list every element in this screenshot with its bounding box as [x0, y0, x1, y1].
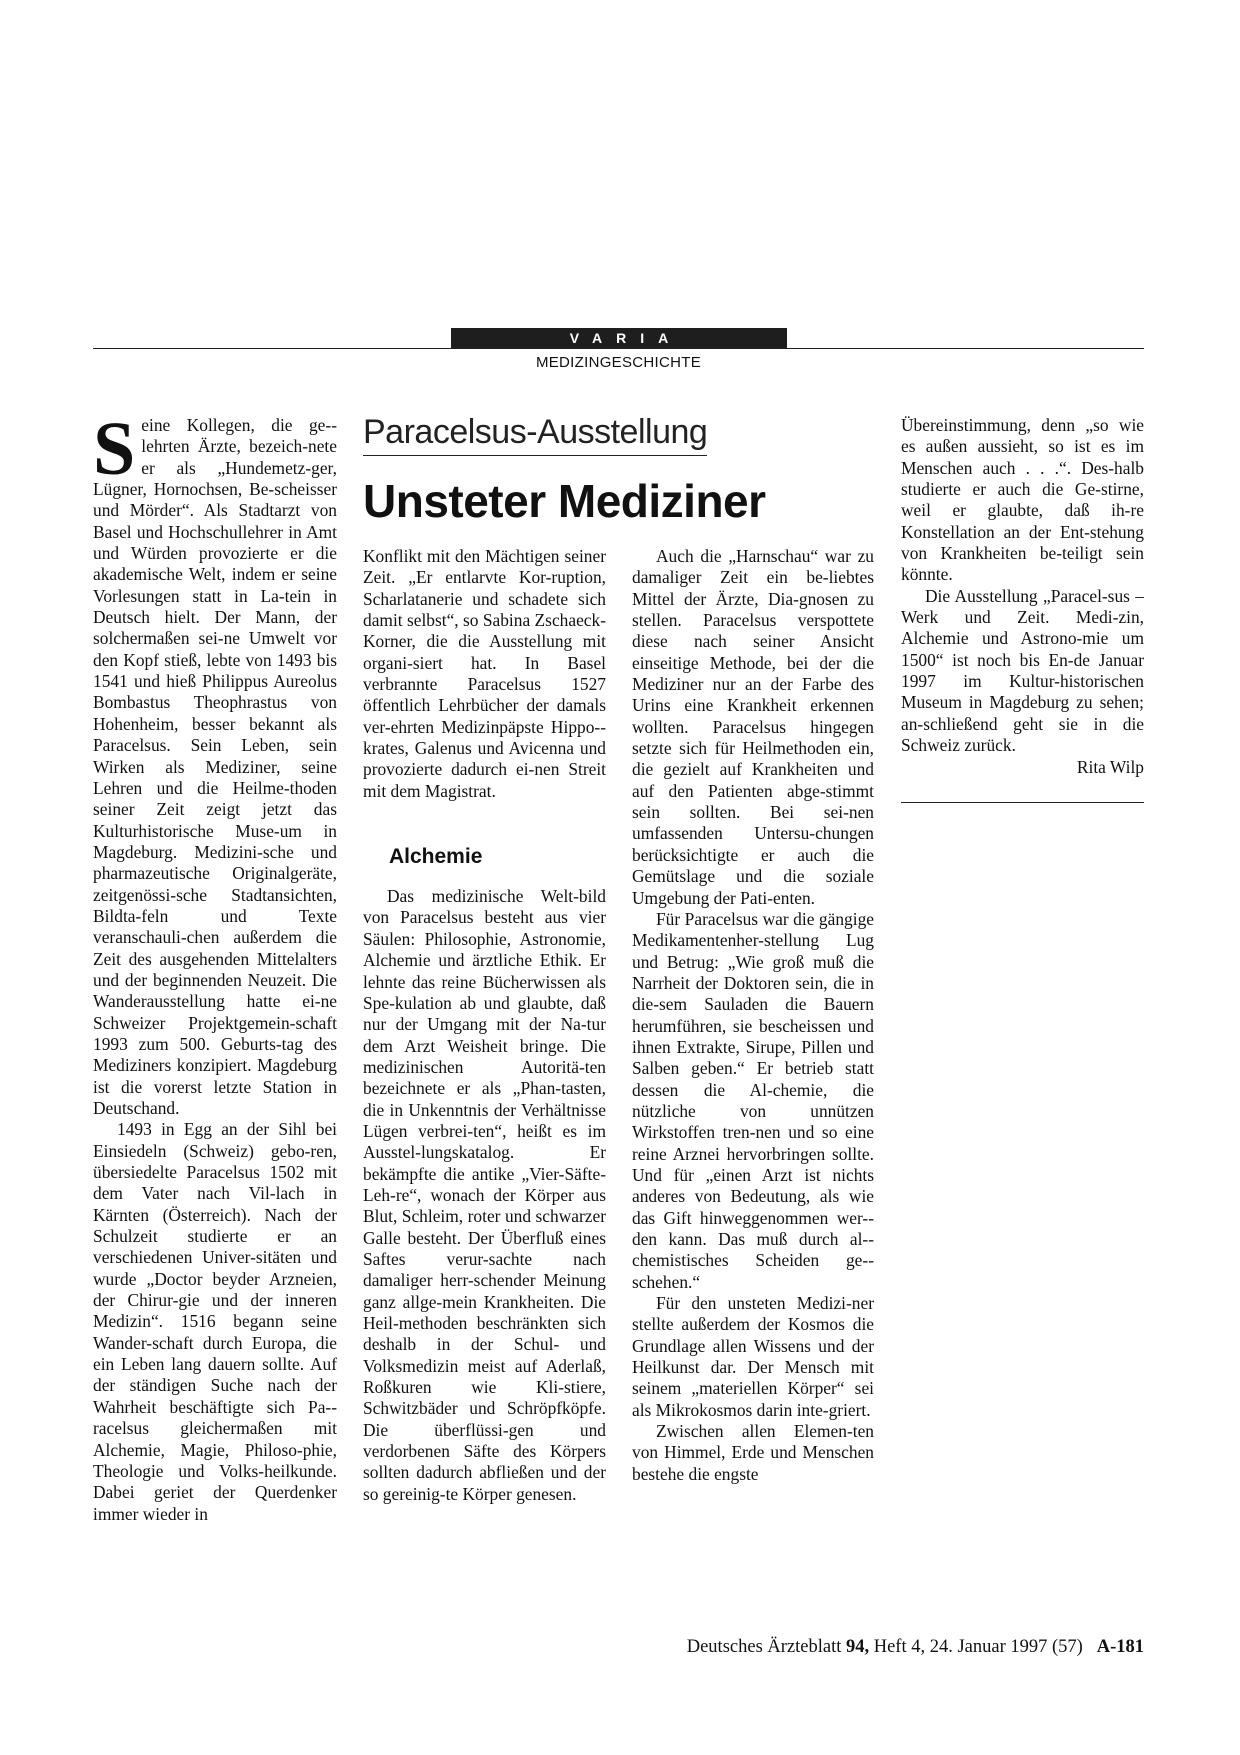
subsection-label: MEDIZINGESCHICHTE — [535, 354, 702, 371]
paragraph: 1493 in Egg an der Sihl bei Einsiedeln (Schweiz) gebo-ren, übersiedelte Paracelsus 1502 mit dem Vater nach Vil-lach in Kärnten (Österreich). Nach der Schulzeit studierte er an verschiedenen Univer-sitäten und wurde „Doctor beyder Arzneien, der Chirur-gie und der inneren Medizin“. 1516 begann seine Wander-schaft durch Europa, die ein Leben lang dauern sollte. Auf der ständigen Suche nach der Wahrheit beschäftigte sich Pa-racelsus gleichermaßen mit Alchemie, Magie, Philoso-phie, Theologie und Volks-heilkunde. Dabei geriet der Querdenker immer wieder in — [93, 1119, 337, 1524]
article-column-2 — [363, 546, 606, 1505]
header-rule — [93, 348, 1144, 349]
paragraph: Für den unsteten Medizi-ner stellte außerdem der Kosmos die Grundlage allen Wissens und der Heilkunst dar. Der Mensch mit seinem „materiellen Körper“ sei als Mikrokosmos darin inte-griert. — [632, 1293, 874, 1420]
journal-volume: 94, — [845, 1637, 870, 1657]
paragraph-text: eine Kollegen, die ge-lehrten Ärzte, bezeich-nete er als „Hundemetz-ger, Lügner, Hornochsen, Be-scheisser und Mörder“. Als Stadtarzt von Basel und Hochschullehrer in Amt und Würden provozierte er die akademische Welt, indem er seine Vorlesungen statt in La-tein in Deutsch hielt. Der Mann, der solchermaßen sei-ne Umwelt vor den Kopf stieß, lebte von 1493 bis 1541 und hieß Philippus Aureolus Bombastus Theophrastus von Hohenheim, besser bekannt als Paracelsus. Sein Leben, sein Wirken als Mediziner, seine Lehren und die Heilme-thoden seiner Zeit zeigt jetzt das Kulturhistorische Muse-um in Magdeburg. Medizini-sche und pharmazeutische Originalgeräte, zeitgenössi-sche Stadtansichten, Bildta-feln und Texte veranschauli-chen außerdem die Zeit des ausgehenden Mittelalters und der beginnenden Neuzeit. Die Wanderausstellung hatte ei-ne Schweizer Projektgemein-schaft 1993 zum 500. Geburts-tag des Mediziners konzipiert. Magdeburg ist die vorerst letzte Station in Deutschand. — [93, 415, 337, 1118]
article-column-1 — [93, 407, 337, 1525]
article-kicker: Paracelsus-Ausstellung — [363, 412, 707, 456]
subheading: Alchemie — [389, 845, 483, 869]
paragraph: Die Ausstellung „Paracel-sus – Werk und Zeit. Medi-zin, Alchemie und Astrono-mie um 1500“ ist noch bis En-de Januar 1997 im Kultur-historischen Museum in Magdeburg zu sehen; an-schließend geht sie in die Schweiz zurück. — [901, 585, 1144, 756]
paragraph: Übereinstimmung, denn „so wie es außen aussieht, so ist es im Menschen auch . . .“. Des-halb studierte er auch die Ge-stirne, weil er glaubte, daß ih-re Konstellation an der Ent-stehung von Krankheiten be-teiligt sein könnte. — [901, 415, 1144, 585]
article-column-3 — [632, 546, 874, 1485]
paragraph: Für Paracelsus war die gängige Medikamentenher-stellung Lug und Betrug: „Wie groß muß die Narrheit der Doktoren sein, die in die-sem Sauladen die Bauern herumführen, sie bescheissen und ihnen Extrakte, Sirupe, Pillen und Salben geben.“ Er betrieb statt dessen die Al-chemie, die nützliche von unnützen Wirkstoffen tren-nen und so eine reine Arznei hervorbringen sollte. Und für „einen Arzt ist nichts anderes von Bedeutung, als wie das Gift hinweggenommen wer-den kann. Das muß durch al-chemistisches Scheiden ge-schehen.“ — [632, 908, 874, 1292]
paragraph: Auch die „Harnschau“ war zu damaliger Zeit ein be-liebtes Mittel der Ärzte, Dia-gnosen zu stellen. Paracelsus verspottete diese nach seiner Ansicht einseitige Methode, bei der die Mediziner nur an der Farbe des Urins eine Krankheit erkennen wollten. Paracelsus hingegen setzte sich für Heilmethoden ein, die gezielt auf Krankheiten und auf den Patienten abge-stimmt sein sollten. Bei sei-nen umfassenden Untersu-chungen berücksichtigte er auch die Gemütslage und die soziale Umgebung der Pati-enten. — [632, 546, 874, 908]
author-name: Rita Wilp — [1076, 756, 1144, 777]
paragraph — [93, 407, 337, 1119]
article-end-rule — [901, 802, 1144, 803]
paragraph: Konflikt mit den Mächtigen seiner Zeit. „Er entlarvte Kor-ruption, Scharlatanerie und schadete sich damit selbst“, so Sabina Zschaeck-Korner, die die Ausstellung mit organi-siert hat. In Basel verbrannte Paracelsus 1527 öffentlich Lehrbücher der damals ver-ehrten Medizinpäpste Hippo-krates, Galenus und Avicenna und provozierte dadurch ei-nen Streit mit dem Magistrat. — [363, 546, 606, 801]
article-column-4 — [901, 415, 1144, 778]
drop-cap: S — [93, 407, 136, 491]
page-number: A-181 — [1096, 1637, 1144, 1657]
section-label: VARIA — [451, 328, 787, 348]
article-title: Unsteter Mediziner — [363, 475, 766, 527]
paragraph: Zwischen allen Elemen-ten von Himmel, Erde und Menschen bestehe die engste — [632, 1421, 874, 1484]
issue-date: Heft 4, 24. Januar 1997 (57) — [873, 1637, 1083, 1657]
author-line — [901, 757, 1144, 778]
paragraph: Das medizinische Welt-bild von Paracelsus besteht aus vier Säulen: Philosophie, Astronomie, Alchemie und ärztliche Ethik. Er lehnte das reine Bücherwissen als Spe-kulation ab und glaubte, daß nur der Umgang mit der Na-tur dem Arzt Weisheit bringe. Die medizinischen Autoritä-ten bezeichnete er als „Phan-tasten, die in Unkenntnis der Verhältnisse Lügen verbrei-ten“, heißt es im Ausstel-lungskatalog. Er bekämpfte die antike „Vier-Säfte-Leh-re“, wonach der Körper aus Blut, Schleim, roter und schwarzer Galle besteht. Der Überfluß eines Saftes verur-sachte nach damaliger herr-schender Meinung ganz allge-mein Krankheiten. Die Heil-methoden beschränkten sich deshalb in der Schul- und Volksmedizin meist auf Aderlaß, Roßkuren wie Kli-stiere, Schwitzbäder und Schröpfköpfe. Die überflüssi-gen und verdorbenen Säfte des Körpers sollten dadurch abfließen und der so gereinig-te Körper genesen. — [363, 886, 606, 1504]
page-footer — [560, 1637, 1144, 1658]
journal-name: Deutsches Ärzteblatt — [686, 1637, 842, 1657]
